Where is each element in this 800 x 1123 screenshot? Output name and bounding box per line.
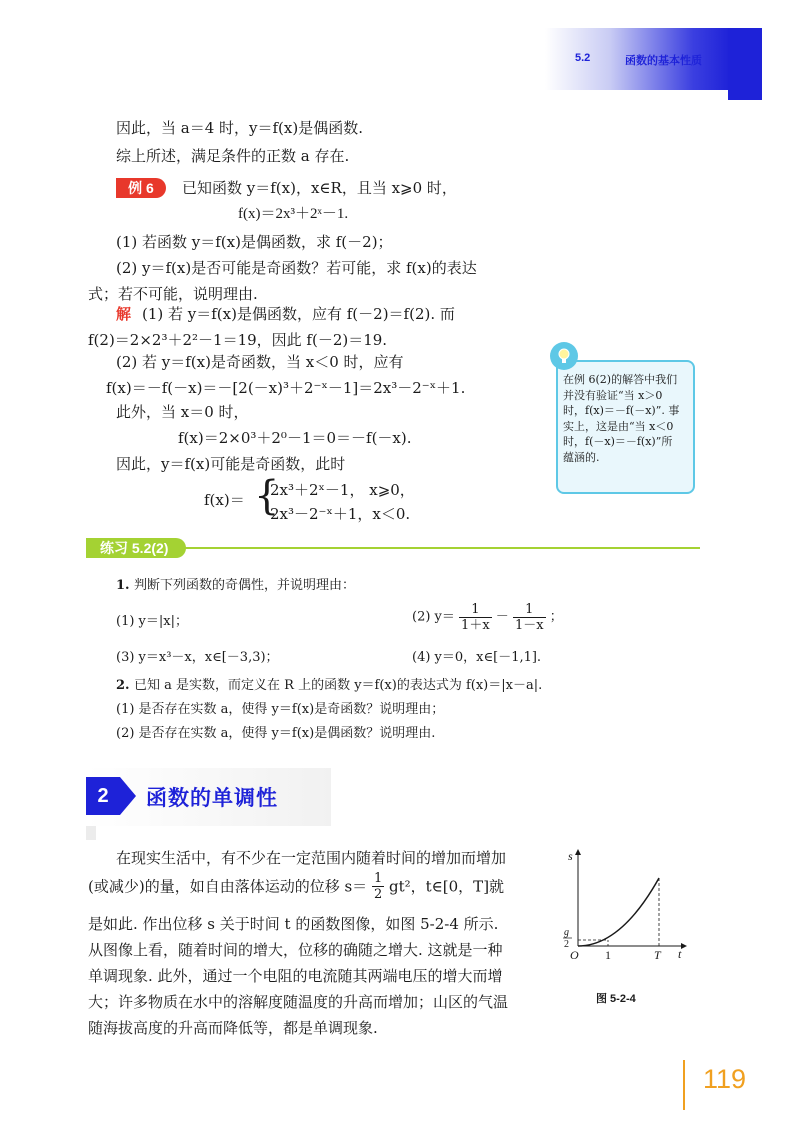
part-2-suffix: ； (549, 609, 563, 625)
header-section-number: 5.2 (575, 52, 591, 64)
piecewise-case-1: 2x³＋2ˣ－1， x⩾0， (270, 481, 415, 499)
header-block (728, 28, 762, 100)
fraction-1 (459, 603, 492, 632)
solution-line-3: 此外，当 x＝0 时， (116, 403, 249, 421)
displacement-curve (578, 878, 659, 946)
body-line-5: 单调现象. 此外，通过一个电阻的电流随其两端电压的增大而增 (88, 967, 503, 985)
half-fraction (372, 872, 384, 901)
half-denominator: 2 (373, 887, 383, 902)
example-6-question-2a: (2) y＝f(x)是否可能是奇函数？若可能，求 f(x)的表达 (116, 259, 477, 277)
exercise-q2-number: 2. (116, 678, 130, 693)
example-6-tag: 例 6 (116, 178, 166, 198)
piecewise-brace: { (254, 473, 280, 519)
tick-1-label: 1 (605, 948, 611, 962)
page-number-rule (683, 1060, 685, 1110)
g-numerator: g (564, 927, 569, 938)
solution-line-2a: (2) 若 y＝f(x)是奇函数，当 x＜0 时，应有 (116, 353, 404, 371)
conclusion-line-1: 因此，当 a＝4 时，y＝f(x)是偶函数. (116, 119, 363, 137)
solution-line-1b: f(2)＝2×2³＋2²－1＝19，因此 f(－2)＝19. (88, 331, 388, 349)
figure-5-2-4 (556, 846, 696, 976)
piecewise-case-2: 2x³－2⁻ˣ＋1，x＜0. (270, 505, 411, 523)
page-number: 119 (703, 1064, 747, 1094)
exercise-q1-part-1: (1) y＝|x|； (116, 614, 188, 629)
solution-line-1a: (1) 若 y＝f(x)是偶函数，应有 f(－2)＝f(2). 而 (142, 305, 455, 323)
lightbulb-icon (550, 342, 578, 370)
g-denominator: 2 (564, 939, 569, 950)
fraction-2 (513, 603, 546, 632)
piecewise-lhs: f(x)＝ (204, 491, 245, 509)
fraction-1-numerator: 1 (459, 603, 492, 618)
half-numerator: 1 (373, 871, 383, 886)
tick-T-label: T (654, 948, 661, 962)
exercise-q1-part-4: (4) y＝0，x∈[－1,1]. (412, 650, 542, 665)
y-axis-label: s (568, 849, 573, 863)
header-section-title: 函数的基本性质 (625, 55, 702, 67)
exercise-q2-part-2: (2) 是否存在实数 a，使得 y＝f(x)是偶函数？说明理由. (116, 726, 436, 741)
exercise-q2-text: 已知 a 是实数，而定义在 R 上的函数 y＝f(x)的表达式为 f(x)＝|x－a|. (134, 678, 543, 693)
example-6-question-2b: 式；若不可能，说明理由. (88, 285, 258, 303)
body-line-2-a: (或减少)的量，如自由落体运动的位移 s＝ (88, 877, 368, 896)
solution-line-4: f(x)＝2×0³＋2⁰－1＝0＝－f(－x). (178, 429, 412, 447)
example-6-intro: 已知函数 y＝f(x)，x∈R，且当 x⩾0 时， (182, 179, 457, 197)
example-6-question-1: (1) 若函数 y＝f(x)是偶函数，求 f(－2)； (116, 233, 393, 251)
body-line-4: 从图像上看，随着时间的增大，位移的确随之增大. 这就是一种 (88, 941, 503, 959)
exercise-q1-part-3: (3) y＝x³－x，x∈[－3,3)； (116, 650, 279, 665)
exercise-q1-text: 判断下列函数的奇偶性，并说明理由： (134, 578, 356, 593)
body-line-3: 是如此. 作出位移 s 关于时间 t 的函数图像，如图 5-2-4 所示. (88, 915, 499, 933)
body-line-7: 随海拔高度的升高而降低等，都是单调现象. (88, 1019, 378, 1037)
tip-text: 在例 6(2)的解答中我们并没有验证“当 x＞0 时，f(x)＝－f(－x)”. 事实上，这是由“当 x＜0 时，f(－x)＝－f(x)”所蕴涵的. (563, 373, 680, 464)
section-arrow-icon (120, 777, 136, 815)
solution-tag: 解 (116, 305, 132, 323)
fraction-2-denominator: 1－x (514, 618, 544, 633)
fraction-1-denominator: 1＋x (461, 618, 490, 633)
exercise-label: 练习 5.2(2) (86, 538, 186, 558)
part-2-prefix: (2) y＝ (412, 609, 455, 625)
x-axis-label: t (678, 947, 682, 961)
exercise-q1-number: 1. (116, 578, 130, 593)
section-heading-shadow (86, 826, 96, 840)
conclusion-line-2: 综上所述，满足条件的正数 a 存在. (116, 147, 350, 165)
section-number: 2 (86, 777, 120, 815)
solution-line-2b: f(x)＝－f(－x)＝－[2(－x)³＋2⁻ˣ－1]＝2x³－2⁻ˣ＋1. (106, 379, 466, 397)
body-line-6: 大；许多物质在水中的溶解度随温度的升高而增加；山区的气温 (88, 993, 509, 1011)
fraction-2-numerator: 1 (513, 603, 546, 618)
figure-caption: 图 5-2-4 (596, 993, 636, 1005)
exercise-q1-part-2 (412, 603, 563, 643)
section-title: 函数的单调性 (146, 787, 278, 810)
origin-label: O (570, 948, 579, 962)
exercise-q2-part-1: (1) 是否存在实数 a，使得 y＝f(x)是奇函数？说明理由； (116, 702, 445, 717)
part-2-minus: － (495, 609, 509, 625)
body-line-2-b: gt²，t∈[0，T]就 (389, 877, 505, 896)
solution-line-5: 因此，y＝f(x)可能是奇函数，此时 (116, 455, 346, 473)
body-line-1: 在现实生活中，有不少在一定范围内随着时间的增加而增加 (116, 849, 507, 867)
example-6-formula: f(x)＝2x³＋2ˣ－1. (238, 206, 349, 222)
body-line-2 (88, 872, 504, 908)
